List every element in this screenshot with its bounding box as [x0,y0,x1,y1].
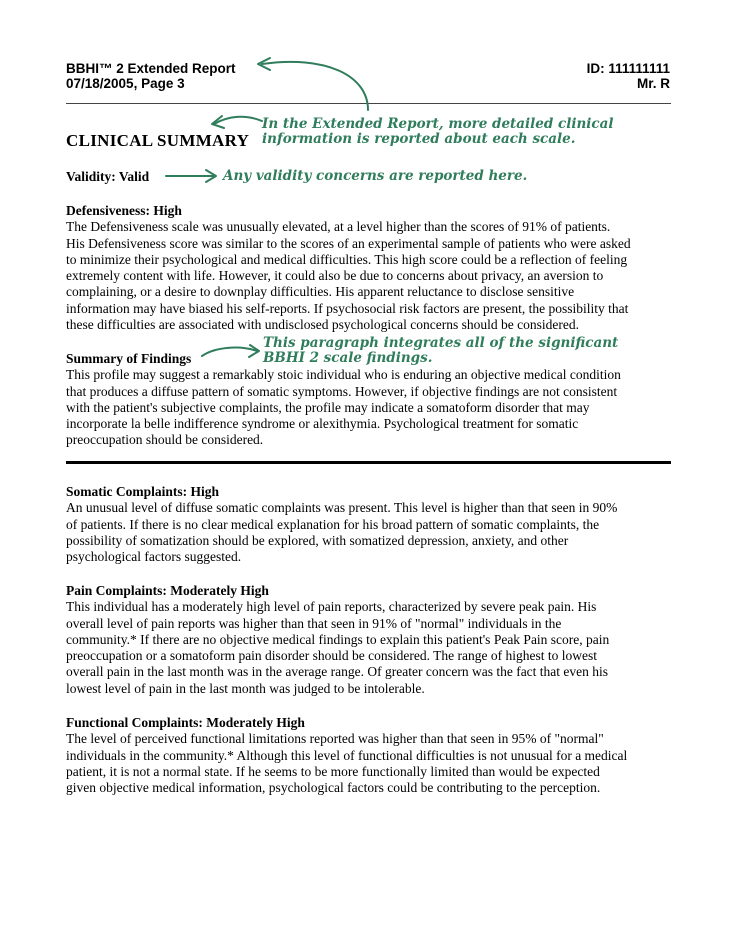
paragraph-line: complaining, or a desire to downplay difficulties. His apparent reluctance to disclose sensitive [66,284,575,300]
defensiveness-heading: Defensiveness: High [66,203,182,218]
arrowhead-validity-icon [206,170,216,182]
arrowhead-title-icon [258,58,270,70]
paragraph-line: psychological factors suggested. [66,549,242,565]
paragraph-line: possibility of somatization should be explored, with somatized depression, anxiety, and other [66,532,569,548]
somatic-heading: Somatic Complaints: High [66,484,220,499]
paragraph-line: community.* If there are no objective medical findings to explain this patient's Peak Pain score, pain [66,631,610,647]
paragraph-line: individuals in the community.* Although this level of functional difficulties is not unusual for a medical [66,747,628,763]
arrowhead-section-icon [212,116,224,128]
paragraph-line: An unusual level of diffuse somatic complaints was present. This level is higher than that seen in 90% [66,500,618,516]
paragraph-line: This individual has a moderately high level of pain reports, characterized by severe peak pain. His [66,599,597,615]
header-divider [66,103,671,104]
report-date-page: 07/18/2005, Page 3 [66,76,185,91]
somatic-section [66,484,676,565]
paragraph-line: incorporate la belle indifference syndrome or alexithymia. Psychological treatment for somatic [66,416,579,432]
section-divider [66,461,671,464]
annotation-findings: This paragraph integrates all of the significant BBHI 2 scale findings. [263,335,619,366]
paragraph-line: patient, it is not a normal state. If he seems to be more functionally limited than would be expected [66,763,600,779]
paragraph-line: overall level of pain reports was higher than that seen in 91% of "normal" individuals in the [66,615,562,631]
paragraph-line: The level of perceived functional limitations reported was higher than that seen in 95% of "normal" [66,731,604,747]
paragraph-line: with the patient's subjective complaints, the profile may indicate a somatoform disorder that may [66,399,590,415]
annotation-extended-report: In the Extended Report, more detailed clinical information is reported about each scale. [262,116,614,147]
summary-section [66,351,676,449]
report-header-right [587,61,670,91]
paragraph-line: overall pain in the last month was in the average range. Of greater concern was the fact that even his [66,664,609,680]
annotation-validity: Any validity concerns are reported here. [223,168,528,184]
defensiveness-section [66,203,676,333]
paragraph-line: preoccupation should be considered. [66,432,264,448]
paragraph-line: preoccupation or a somatoform pain disorder should be considered. The range of highest to lowest [66,648,597,664]
summary-heading: Summary of Findings [66,351,192,366]
patient-name: Mr. R [636,76,670,91]
pain-heading: Pain Complaints: Moderately High [66,583,269,598]
paragraph-line: The Defensiveness scale was unusually elevated, at a level higher than the scores of 91% of patients. [66,219,611,235]
paragraph-line: His Defensiveness score was similar to the scores of an experimental sample of patients who were asked [66,235,631,251]
report-title: BBHI™ 2 Extended Report [66,61,236,76]
paragraph-line: these difficulties are associated with undisclosed psychological concerns should be considered. [66,317,579,333]
report-header-left [66,61,236,91]
paragraph-line: of patients. If there is no clear medical explanation for his broad pattern of somatic complaints, the [66,516,600,532]
section-title: CLINICAL SUMMARY [66,131,250,150]
patient-id: ID: 111111111 [586,61,670,76]
validity-label: Validity: Valid [66,169,150,184]
paragraph-line: given objective medical information, psychological factors could be contributing to the perception. [66,780,601,796]
paragraph-line: lowest level of pain in the last month was judged to be intolerable. [66,680,425,696]
paragraph-line: to minimize their psychological and medical difficulties. This high score could be a reflection of feeling [66,251,628,267]
arrow-to-section-icon [214,117,262,124]
pain-section [66,583,676,697]
paragraph-line: that produces a diffuse pattern of somatic symptoms. However, if objective findings are not consistent [66,383,618,399]
paragraph-line: This profile may suggest a remarkably stoic individual who is enduring an objective medical condition [66,367,621,383]
paragraph-line: information may have biased his self-reports. If psychosocial risk factors are present, the possibility that [66,300,629,316]
paragraph-line: extremely content with life. However, it could also be due to concerns about privacy, an aversion to [66,268,604,284]
functional-section [66,715,676,796]
functional-heading: Functional Complaints: Moderately High [66,715,305,730]
